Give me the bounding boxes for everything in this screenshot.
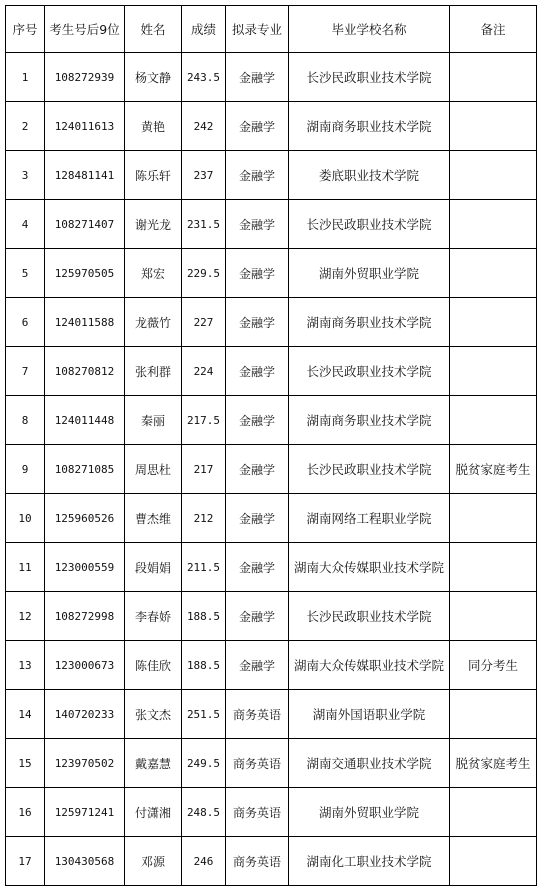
cell-major: 金融学 [226,396,289,445]
cell-note [450,396,537,445]
cell-exam-id: 140720233 [45,690,125,739]
cell-score: 242 [182,102,226,151]
cell-index: 11 [6,543,45,592]
cell-major: 商务英语 [226,690,289,739]
cell-note [450,837,537,886]
cell-note: 脱贫家庭考生 [450,739,537,788]
cell-note [450,151,537,200]
cell-major: 商务英语 [226,739,289,788]
cell-index: 9 [6,445,45,494]
cell-index: 4 [6,200,45,249]
cell-score: 249.5 [182,739,226,788]
cell-school: 湖南交通职业技术学院 [289,739,450,788]
header-exam-id: 考生号后9位 [45,6,125,53]
table-row [6,837,537,886]
table-row [6,347,537,396]
cell-note [450,494,537,543]
cell-name: 戴嘉慧 [125,739,182,788]
cell-note [450,690,537,739]
table-row [6,298,537,347]
cell-note [450,298,537,347]
cell-school: 湖南大众传媒职业技术学院 [289,641,450,690]
cell-note: 同分考生 [450,641,537,690]
cell-note [450,200,537,249]
cell-score: 224 [182,347,226,396]
cell-major: 金融学 [226,102,289,151]
cell-exam-id: 108271407 [45,200,125,249]
cell-index: 12 [6,592,45,641]
cell-school: 湖南商务职业技术学院 [289,102,450,151]
table-row [6,445,537,494]
cell-school: 湖南商务职业技术学院 [289,396,450,445]
cell-name: 郑宏 [125,249,182,298]
cell-major: 金融学 [226,200,289,249]
cell-score: 246 [182,837,226,886]
header-school: 毕业学校名称 [289,6,450,53]
cell-index: 2 [6,102,45,151]
cell-school: 湖南外贸职业学院 [289,788,450,837]
cell-major: 金融学 [226,298,289,347]
cell-name: 黄艳 [125,102,182,151]
cell-score: 188.5 [182,641,226,690]
cell-name: 邓源 [125,837,182,886]
cell-exam-id: 124011588 [45,298,125,347]
cell-note [450,592,537,641]
cell-score: 237 [182,151,226,200]
cell-note [450,249,537,298]
cell-name: 段娟娟 [125,543,182,592]
cell-name: 张文杰 [125,690,182,739]
cell-score: 231.5 [182,200,226,249]
table-row [6,102,537,151]
cell-index: 8 [6,396,45,445]
cell-school: 长沙民政职业技术学院 [289,53,450,102]
table-body [6,53,537,886]
cell-exam-id: 125960526 [45,494,125,543]
cell-index: 7 [6,347,45,396]
cell-school: 长沙民政职业技术学院 [289,347,450,396]
cell-exam-id: 125970505 [45,249,125,298]
header-score: 成绩 [182,6,226,53]
admission-list-table [5,5,537,886]
cell-index: 3 [6,151,45,200]
cell-index: 10 [6,494,45,543]
cell-name: 陈乐轩 [125,151,182,200]
table-row [6,543,537,592]
cell-score: 211.5 [182,543,226,592]
cell-index: 1 [6,53,45,102]
cell-score: 227 [182,298,226,347]
cell-exam-id: 128481141 [45,151,125,200]
cell-score: 251.5 [182,690,226,739]
cell-major: 金融学 [226,592,289,641]
cell-school: 长沙民政职业技术学院 [289,592,450,641]
cell-major: 金融学 [226,543,289,592]
cell-name: 杨文静 [125,53,182,102]
cell-exam-id: 123000673 [45,641,125,690]
cell-score: 217.5 [182,396,226,445]
cell-name: 周思杜 [125,445,182,494]
cell-exam-id: 123000559 [45,543,125,592]
cell-school: 长沙民政职业技术学院 [289,200,450,249]
cell-exam-id: 124011613 [45,102,125,151]
cell-note [450,53,537,102]
cell-score: 229.5 [182,249,226,298]
cell-index: 17 [6,837,45,886]
table-row [6,200,537,249]
cell-name: 龙薇竹 [125,298,182,347]
cell-school: 湖南网络工程职业学院 [289,494,450,543]
table-row [6,396,537,445]
header-index: 序号 [6,6,45,53]
table-row [6,53,537,102]
cell-name: 李春娇 [125,592,182,641]
cell-index: 16 [6,788,45,837]
cell-index: 13 [6,641,45,690]
cell-score: 212 [182,494,226,543]
table-row [6,592,537,641]
cell-major: 金融学 [226,53,289,102]
cell-name: 陈佳欣 [125,641,182,690]
cell-major: 商务英语 [226,788,289,837]
cell-exam-id: 108270812 [45,347,125,396]
cell-school: 娄底职业技术学院 [289,151,450,200]
cell-name: 张利群 [125,347,182,396]
cell-school: 湖南外国语职业学院 [289,690,450,739]
cell-major: 金融学 [226,494,289,543]
cell-exam-id: 123970502 [45,739,125,788]
table-row [6,494,537,543]
cell-major: 商务英语 [226,837,289,886]
cell-school: 湖南大众传媒职业技术学院 [289,543,450,592]
cell-major: 金融学 [226,445,289,494]
cell-note [450,788,537,837]
cell-exam-id: 130430568 [45,837,125,886]
cell-note [450,102,537,151]
cell-major: 金融学 [226,347,289,396]
cell-note [450,543,537,592]
cell-score: 243.5 [182,53,226,102]
cell-school: 湖南商务职业技术学院 [289,298,450,347]
table-row [6,151,537,200]
cell-name: 曹杰维 [125,494,182,543]
cell-exam-id: 108272939 [45,53,125,102]
table-row [6,249,537,298]
table-header-row [6,6,537,53]
cell-index: 5 [6,249,45,298]
cell-exam-id: 124011448 [45,396,125,445]
cell-school: 湖南化工职业技术学院 [289,837,450,886]
cell-index: 14 [6,690,45,739]
cell-exam-id: 108271085 [45,445,125,494]
cell-score: 188.5 [182,592,226,641]
cell-score: 217 [182,445,226,494]
table-row [6,641,537,690]
cell-name: 谢光龙 [125,200,182,249]
cell-exam-id: 125971241 [45,788,125,837]
cell-major: 金融学 [226,249,289,298]
cell-score: 248.5 [182,788,226,837]
cell-name: 秦丽 [125,396,182,445]
header-name: 姓名 [125,6,182,53]
table-row [6,739,537,788]
cell-index: 15 [6,739,45,788]
header-note: 备注 [450,6,537,53]
cell-note [450,347,537,396]
cell-exam-id: 108272998 [45,592,125,641]
cell-major: 金融学 [226,641,289,690]
cell-school: 长沙民政职业技术学院 [289,445,450,494]
cell-school: 湖南外贸职业学院 [289,249,450,298]
cell-note: 脱贫家庭考生 [450,445,537,494]
cell-name: 付潇湘 [125,788,182,837]
cell-index: 6 [6,298,45,347]
cell-major: 金融学 [226,151,289,200]
table-row [6,690,537,739]
table-row [6,788,537,837]
header-major: 拟录专业 [226,6,289,53]
